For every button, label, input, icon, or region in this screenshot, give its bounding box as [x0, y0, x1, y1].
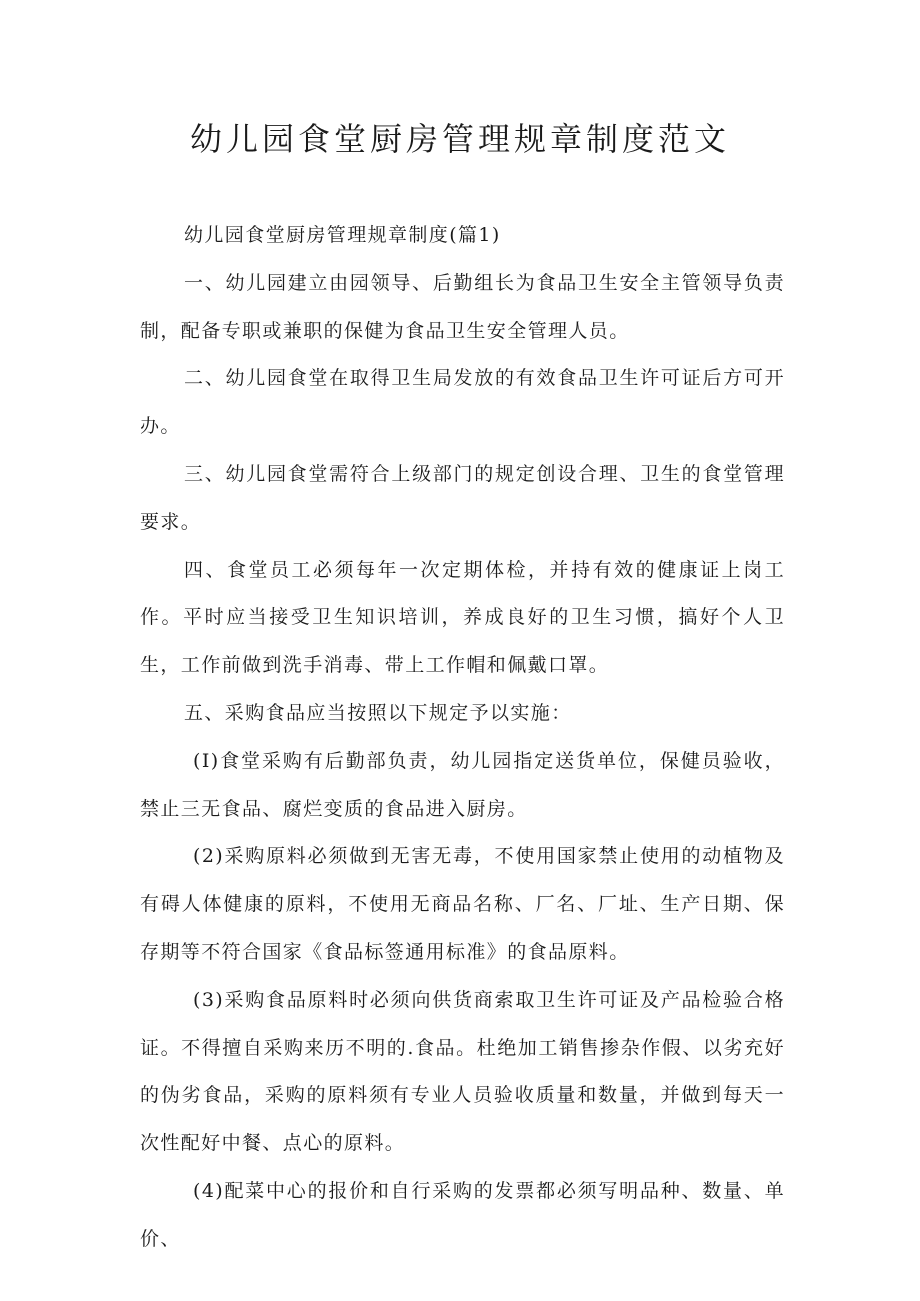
paragraph-item-2: 二、幼儿园食堂在取得卫生局发放的有效食品卫生许可证后方可开办。: [140, 367, 785, 438]
section-heading: 幼儿园食堂厨房管理规章制度(篇1): [184, 224, 501, 246]
document-title: 幼儿园食堂厨房管理规章制度范文: [189, 120, 730, 158]
paragraph-item-3: 三、幼儿园食堂需符合上级部门的规定创设合理、卫生的食堂管理要求。: [140, 462, 785, 533]
paragraph-item-1: 一、幼儿园建立由园领导、后勤组长为食品卫生安全主管领导负责制，配备专职或兼职的保健为食品卫生安全管理人员。: [140, 271, 785, 342]
sub-item-4: (4)配菜中心的报价和自行采购的发票都必须写明品种、数量、单价、: [140, 1179, 785, 1250]
sub-item-1: (I)食堂采购有后勤部负责，幼儿园指定送货单位，保健员验收，禁止三无食品、腐烂变质的食品进入厨房。: [140, 749, 785, 820]
sub-item-3: (3)采购食品原料时必须向供货商索取卫生许可证及产品检验合格证。不得擅自采购来历不明的.食品。杜绝加工销售掺杂作假、以劣充好的伪劣食品，采购的原料须有专业人员验收质量和数量，并做到每天一次性配好中餐、点心的原料。: [140, 988, 785, 1155]
paragraph-item-4: 四、食堂员工必须每年一次定期体检，并持有效的健康证上岗工作。平时应当接受卫生知识培训，养成良好的卫生习惯，搞好个人卫生，工作前做到洗手消毒、带上工作帽和佩戴口罩。: [140, 558, 785, 677]
paragraph-item-5: 五、采购食品应当按照以下规定予以实施：: [184, 701, 572, 724]
document-body: [140, 212, 785, 1264]
sub-item-2: (2)采购原料必须做到无害无毒，不使用国家禁止使用的动植物及有碍人体健康的原料，不使用无商品名称、厂名、厂址、生产日期、保存期等不符合国家《食品标签通用标准》的食品原料。: [140, 845, 785, 963]
